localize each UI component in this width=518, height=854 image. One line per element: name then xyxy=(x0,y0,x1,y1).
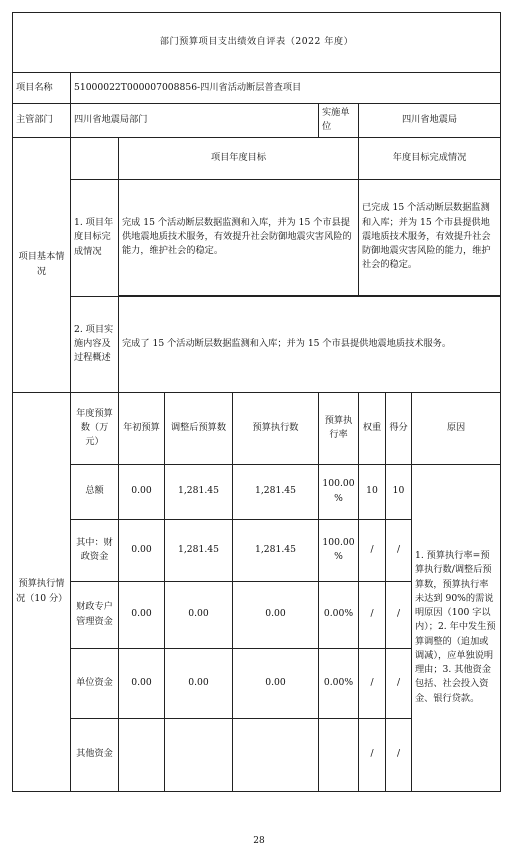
form-title: 部门预算项目支出绩效自评表（2022 年度） xyxy=(13,13,501,73)
impl-row-label: 2. 项目实 施内容及 过程概述 xyxy=(71,296,119,392)
row-name: 财政专户 管理资金 xyxy=(71,581,119,648)
reason-text: 1. 预算执行率=预算执行数/调整后预算数，预算执行率未达到 90%的需说明原因（100 字以内）；2. 年中发生预算调整的（追加或调减），应单独说明理由；3. 其他资金包括、社会投入资金、银行贷款。 xyxy=(412,464,501,791)
initial-budget: 0.00 xyxy=(119,648,165,718)
impl-text: 完成了 15 个活动断层数据监测和入库；并为 15 个市县提供地震地质技术服务。 xyxy=(119,296,501,392)
score: / xyxy=(386,581,412,648)
execution-rate: 0.00% xyxy=(319,648,359,718)
weight: / xyxy=(359,718,386,791)
evaluation-form xyxy=(12,12,501,792)
budget-label: 预算执行情 况（10 分） xyxy=(13,392,71,791)
executed-budget: 0.00 xyxy=(233,648,319,718)
dept-label: 主管部门 xyxy=(13,104,71,138)
col-header-initial: 年初预算 xyxy=(119,392,165,464)
row-name: 单位资金 xyxy=(71,648,119,718)
score: / xyxy=(386,718,412,791)
col-header-score: 得分 xyxy=(386,392,412,464)
executed-budget: 0.00 xyxy=(233,581,319,648)
col-header-weight: 权重 xyxy=(359,392,386,464)
dept-value: 四川省地震局部门 xyxy=(71,104,319,138)
weight: / xyxy=(359,581,386,648)
weight: / xyxy=(359,519,386,581)
adjusted-budget: 0.00 xyxy=(165,648,233,718)
row-name: 总额 xyxy=(71,464,119,519)
executed-budget xyxy=(233,718,319,791)
weight: / xyxy=(359,648,386,718)
project-name-label: 项目名称 xyxy=(13,73,71,104)
adjusted-budget: 1,281.45 xyxy=(165,464,233,519)
done-text: 已完成 15 个活动断层数据监测和入库；并为 15 个市县提供地震地质技术服务，有效提升社会防御地震灾害风险的能力，维护社会的稳定。 xyxy=(359,179,501,295)
executed-budget: 1,281.45 xyxy=(233,519,319,581)
col-header-annual: 年度预算 数（万元） xyxy=(71,392,119,464)
row-name: 其他资金 xyxy=(71,718,119,791)
table-row xyxy=(13,464,501,519)
impl-unit-value: 四川省地震局 xyxy=(359,104,501,138)
goal-header: 项目年度目标 xyxy=(119,137,359,179)
done-header: 年度目标完成情况 xyxy=(359,137,501,179)
execution-rate: 100.00 % xyxy=(319,519,359,581)
adjusted-budget xyxy=(165,718,233,791)
initial-budget: 0.00 xyxy=(119,464,165,519)
basic-info-label: 项目基本情 况 xyxy=(13,137,71,392)
initial-budget: 0.00 xyxy=(119,581,165,648)
executed-budget: 1,281.45 xyxy=(233,464,319,519)
col-header-rate: 预算执 行率 xyxy=(319,392,359,464)
execution-rate: 0.00% xyxy=(319,581,359,648)
score: 10 xyxy=(386,464,412,519)
col-header-executed: 预算执行数 xyxy=(233,392,319,464)
project-name-value: 51000022T000007008856-四川省活动断层普查项目 xyxy=(71,73,501,104)
execution-rate xyxy=(319,718,359,791)
page-number: 28 xyxy=(253,836,265,846)
col-header-adjusted: 调整后预算数 xyxy=(165,392,233,464)
blank-cell xyxy=(71,137,119,179)
weight: 10 xyxy=(359,464,386,519)
goal-row-label: 1. 项目年 度目标完 成情况 xyxy=(71,179,119,296)
row-name: 其中：财 政资金 xyxy=(71,519,119,581)
goal-text: 完成 15 个活动断层数据监测和入库，并为 15 个市县提供地震地质技术服务，有效提升社会防御地震灾害风险的能力，维护社会的稳定。 xyxy=(119,179,359,295)
adjusted-budget: 1,281.45 xyxy=(165,519,233,581)
score: / xyxy=(386,648,412,718)
execution-rate: 100.00 % xyxy=(319,464,359,519)
initial-budget xyxy=(119,718,165,791)
score: / xyxy=(386,519,412,581)
col-header-reason: 原因 xyxy=(412,392,501,464)
adjusted-budget: 0.00 xyxy=(165,581,233,648)
initial-budget: 0.00 xyxy=(119,519,165,581)
impl-unit-label: 实施单 位 xyxy=(319,104,359,138)
